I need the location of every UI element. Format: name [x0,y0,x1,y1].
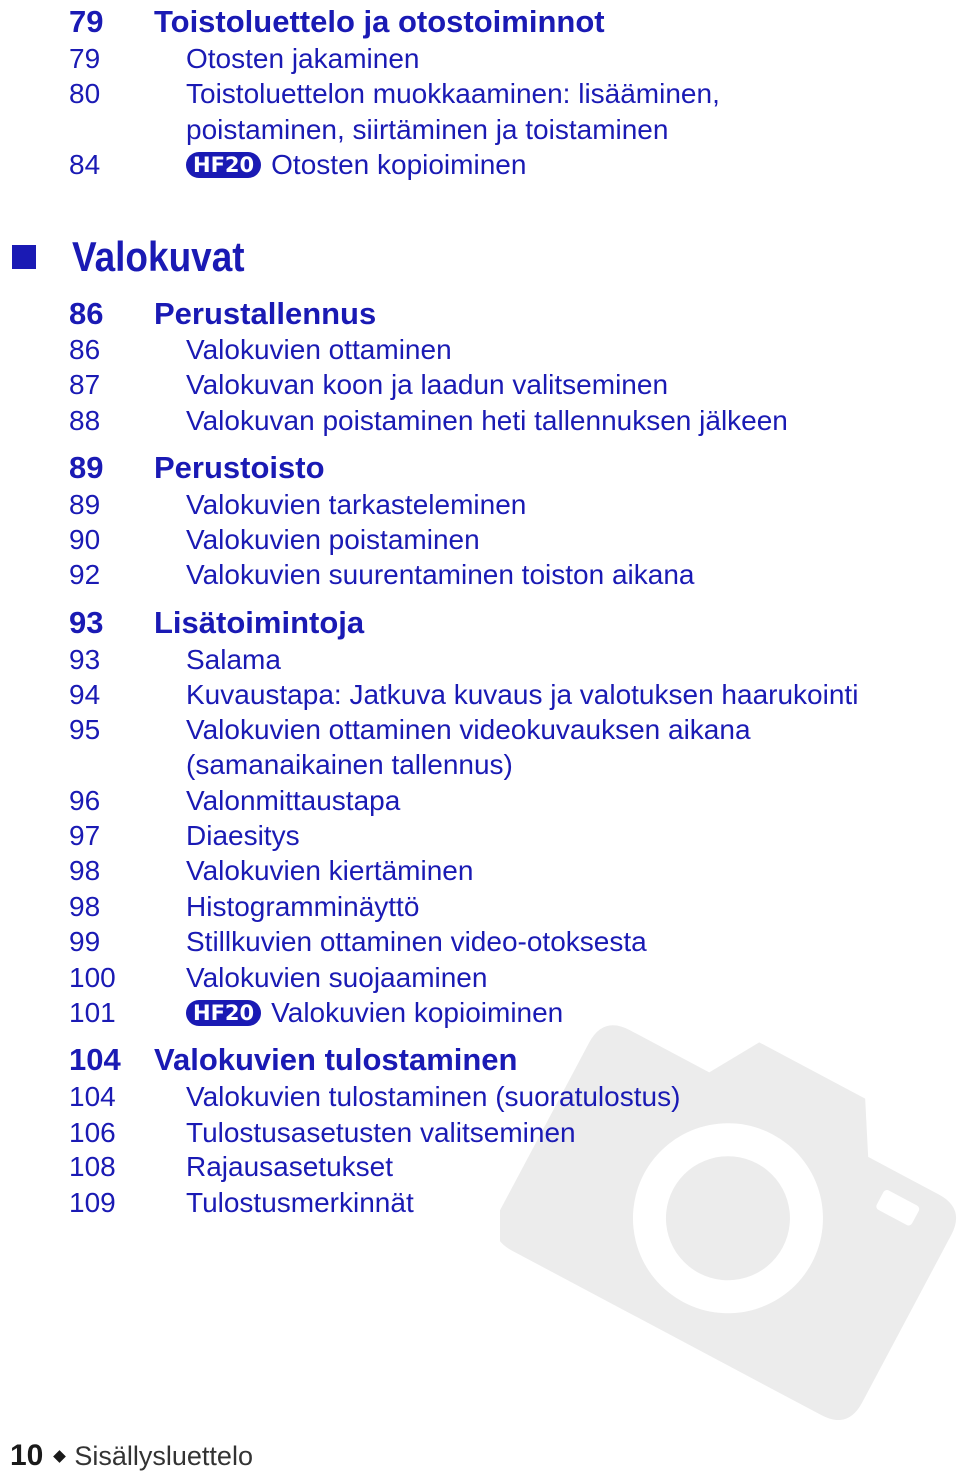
section-square-icon [12,245,36,269]
toc-page-number: 93 [69,605,104,640]
toc-page-number: 92 [69,559,101,590]
toc-page-number: 95 [69,714,101,745]
section-header [12,232,268,282]
toc-page-number: 108 [69,1151,116,1182]
toc-entry-text: Perustallennus [154,296,377,331]
toc-page-number: 89 [69,450,104,485]
toc-page-number: 86 [69,334,101,365]
toc-entry-text: Diaesitys [186,820,300,851]
toc-page-number: 79 [69,4,104,39]
page-footer [10,1436,253,1476]
toc-entry-text: Valokuvien kiertäminen [186,855,474,886]
toc-page-number: 104 [69,1081,116,1112]
toc-page-number: 109 [69,1187,116,1218]
toc-entry-text: Toistoluettelon muokkaaminen: lisääminen, [186,78,720,109]
toc-entry-text: Perustoisto [154,450,325,485]
toc-entry-label: Valokuvien kopioiminen [271,997,564,1028]
toc-page-number: 80 [69,78,101,109]
toc-entry-label: Otosten kopioiminen [271,149,527,180]
toc-page-number: 100 [69,962,116,993]
toc-page-number: 84 [69,149,101,180]
toc-page-number: 106 [69,1117,116,1148]
hf20-model-badge-icon: HF20 [186,1000,261,1026]
page-number: 10 [10,1439,44,1472]
toc-entry-text: Valokuvan poistaminen heti tallennuksen jälkeen [186,405,788,436]
toc-page-number: 101 [69,997,116,1028]
toc-entry-text: Toistoluettelo ja otostoiminnot [154,4,605,39]
toc-entry-text: Kuvaustapa: Jatkuva kuvaus ja valotuksen haarukointi [186,679,859,710]
toc-entry-text: Valokuvien tulostaminen [154,1042,518,1077]
toc-entry-text: Valokuvien ottaminen videokuvauksen aikana [186,714,751,745]
toc-page-number: 90 [69,524,101,555]
toc-page-number: 93 [69,644,101,675]
section-title: Valokuvat [72,233,245,280]
toc-entry-text: Valokuvien ottaminen [186,334,452,365]
toc-entry-text: Salama [186,644,281,675]
toc-page-number: 94 [69,679,101,710]
toc-page-number: 86 [69,296,104,331]
toc-entry-text: poistaminen, siirtäminen ja toistaminen [186,114,669,145]
toc-entry-text: Histogramminäyttö [186,891,420,922]
toc-page-number: 99 [69,926,101,957]
toc-entry-text: Valokuvien poistaminen [186,524,480,555]
toc-entry-text: Valokuvien tulostaminen (suoratulostus) [186,1081,681,1112]
toc-entry-text: Valokuvien suurentaminen toiston aikana [186,559,695,590]
toc-entry-text: Rajausasetukset [186,1151,394,1182]
toc-entry-text: Valonmittaustapa [186,785,401,816]
camera-watermark-icon [500,990,960,1420]
hf20-model-badge-icon: HF20 [186,152,261,178]
toc-page-number: 96 [69,785,101,816]
toc-page-number: 88 [69,405,101,436]
toc-page-number: 104 [69,1042,121,1077]
toc-entry-text: Lisätoimintoja [154,605,365,640]
toc-entry-text: Valokuvan koon ja laadun valitseminen [186,369,669,400]
diamond-icon [54,1450,67,1463]
toc-page-number: 98 [69,891,101,922]
toc-entry-text: Valokuvien suojaaminen [186,962,488,993]
toc-entry-text: Tulostusmerkinnät [186,1187,414,1218]
toc-entry-text: Valokuvien tarkasteleminen [186,489,527,520]
toc-page-number: 97 [69,820,101,851]
toc-entry-text: Tulostusasetusten valitseminen [186,1117,576,1148]
toc-page-number: 87 [69,369,101,400]
toc-page-number: 79 [69,43,101,74]
toc-entry-text [186,148,526,182]
toc-entry-text: Stillkuvien ottaminen video-otoksesta [186,926,647,957]
toc-page-number: 98 [69,855,101,886]
toc-page-number: 89 [69,489,101,520]
footer-label: Sisällysluettelo [74,1440,253,1471]
toc-entry-text [186,996,563,1030]
toc-entry-text: Otosten jakaminen [186,43,420,74]
toc-entry-text: (samanaikainen tallennus) [186,749,513,780]
